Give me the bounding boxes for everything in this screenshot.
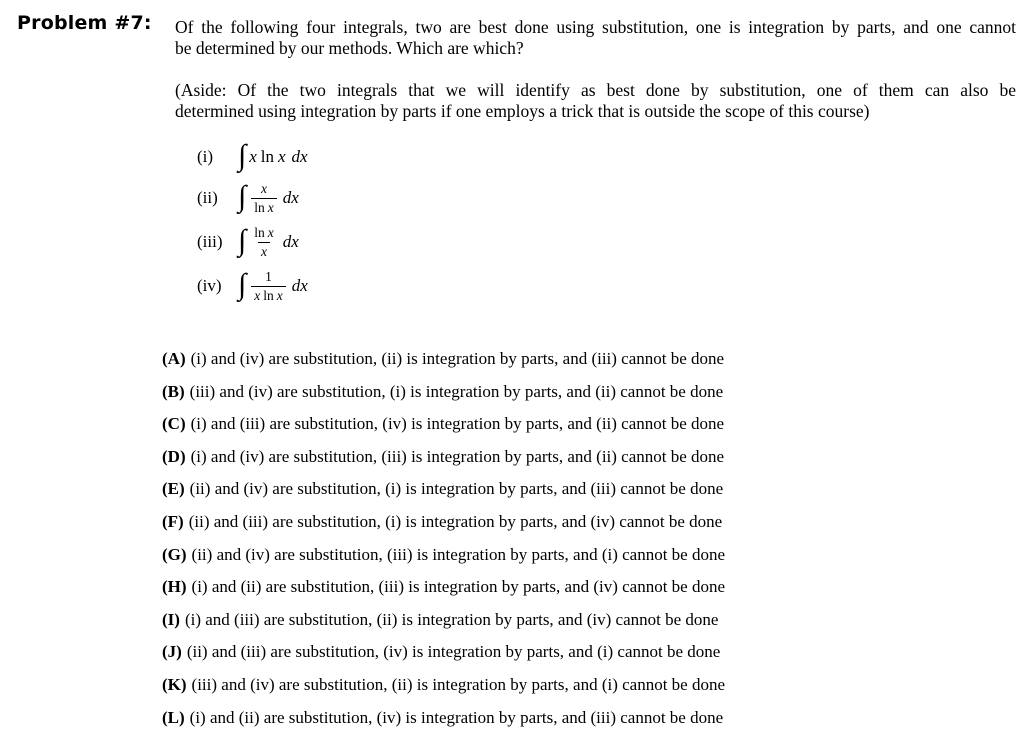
problem-number-label: Problem #7: <box>17 12 152 34</box>
option-f <box>162 506 725 539</box>
option-d-letter: (D) <box>162 446 186 466</box>
option-b-text: (iii) and (iv) are substitution, (i) is integration by parts, and (ii) cannot be done <box>189 381 724 401</box>
option-c-text: (i) and (iii) are substitution, (iv) is integration by parts, and (ii) cannot be done <box>190 414 725 434</box>
problem-aside <box>175 80 1016 122</box>
option-a-letter: (A) <box>162 349 186 368</box>
integrand-i: x ln x <box>249 147 286 166</box>
option-l-text: (i) and (ii) are substitution, (iv) is integration by parts, and (iii) cannot be done <box>189 707 724 727</box>
integral-label-iii: (iii) <box>197 232 223 251</box>
option-e <box>162 473 725 506</box>
option-i-text: (i) and (iii) are substitution, (ii) is integration by parts, and (iv) cannot be done <box>184 609 719 629</box>
option-a-text: (i) and (iv) are substitution, (ii) is integration by parts, and (iii) cannot be done <box>190 349 725 368</box>
integral-item-i <box>197 138 308 176</box>
integral-sign-icon: ∫ <box>238 180 247 213</box>
option-g <box>162 539 725 572</box>
option-h <box>162 571 725 604</box>
integral-list <box>197 138 308 308</box>
statement-line-1: Of the following four integrals, two are best done using substitution, one is integration by parts, and one cannot <box>175 17 1016 37</box>
problem-statement <box>175 17 1016 59</box>
option-g-text: (ii) and (iv) are substitution, (iii) is integration by parts, and (i) cannot be done <box>191 544 726 564</box>
aside-line-1: (Aside: Of the two integrals that we will identify as best done by substitution, one of them can also be <box>175 80 1016 100</box>
option-d-text: (i) and (iv) are substitution, (iii) is integration by parts, and (ii) cannot be done <box>190 446 725 466</box>
option-f-letter: (F) <box>162 511 184 531</box>
differential-dx: dx <box>282 232 299 251</box>
option-h-text: (i) and (ii) are substitution, (iii) is integration by parts, and (iv) cannot be done <box>191 577 726 597</box>
option-j-text: (ii) and (iii) are substitution, (iv) is integration by parts, and (i) cannot be done <box>186 642 721 662</box>
fraction-lnx-over-x: $\frac{\text{ln x}}{x}$ <box>254 224 274 259</box>
option-f-text: (ii) and (iii) are substitution, (i) is integration by parts, and (iv) cannot be done <box>188 511 723 531</box>
option-k-text: (iii) and (iv) are substitution, (ii) is integration by parts, and (i) cannot be done <box>191 674 726 694</box>
option-i <box>162 604 725 637</box>
option-k-letter: (K) <box>162 674 187 694</box>
integral-item-ii <box>197 176 308 220</box>
answer-options-list <box>162 343 725 732</box>
differential-dx: dx <box>291 276 308 295</box>
option-b <box>162 376 725 409</box>
option-c <box>162 408 725 441</box>
option-h-letter: (H) <box>162 577 187 597</box>
option-g-letter: (G) <box>162 544 187 564</box>
integral-sign-icon: ∫ <box>238 139 247 172</box>
integral-item-iii <box>197 220 308 264</box>
integral-label-iv: (iv) <box>197 276 222 295</box>
option-c-letter: (C) <box>162 414 186 434</box>
option-a <box>162 343 725 376</box>
differential-dx: dx <box>291 147 308 166</box>
option-b-letter: (B) <box>162 381 185 401</box>
option-l <box>162 702 725 732</box>
option-j <box>162 636 725 669</box>
option-l-letter: (L) <box>162 707 185 727</box>
integral-item-iv <box>197 264 308 308</box>
statement-line-2: be determined by our methods. Which are which? <box>175 38 524 58</box>
option-e-text: (ii) and (iv) are substitution, (i) is integration by parts, and (iii) cannot be done <box>189 479 724 499</box>
fraction-1-over-xlnx: $\frac{1}{\text{x ln x}}$ <box>251 269 286 303</box>
aside-line-2: determined using integration by parts if one employs a trick that is outside the scope of this course) <box>175 101 870 121</box>
problem-statement-block <box>175 17 1016 122</box>
option-d <box>162 441 725 474</box>
integral-sign-icon: ∫ <box>238 268 247 301</box>
fraction-x-over-lnx: $\frac{x}{\text{ln x}}$ <box>251 181 277 215</box>
option-k <box>162 669 725 702</box>
integral-sign-icon: ∫ <box>238 224 247 257</box>
option-i-letter: (I) <box>162 609 180 629</box>
option-e-letter: (E) <box>162 479 185 499</box>
differential-dx: dx <box>282 188 299 207</box>
integral-label-i: (i) <box>197 147 214 166</box>
integral-label-ii: (ii) <box>197 188 218 207</box>
option-j-letter: (J) <box>162 642 182 662</box>
